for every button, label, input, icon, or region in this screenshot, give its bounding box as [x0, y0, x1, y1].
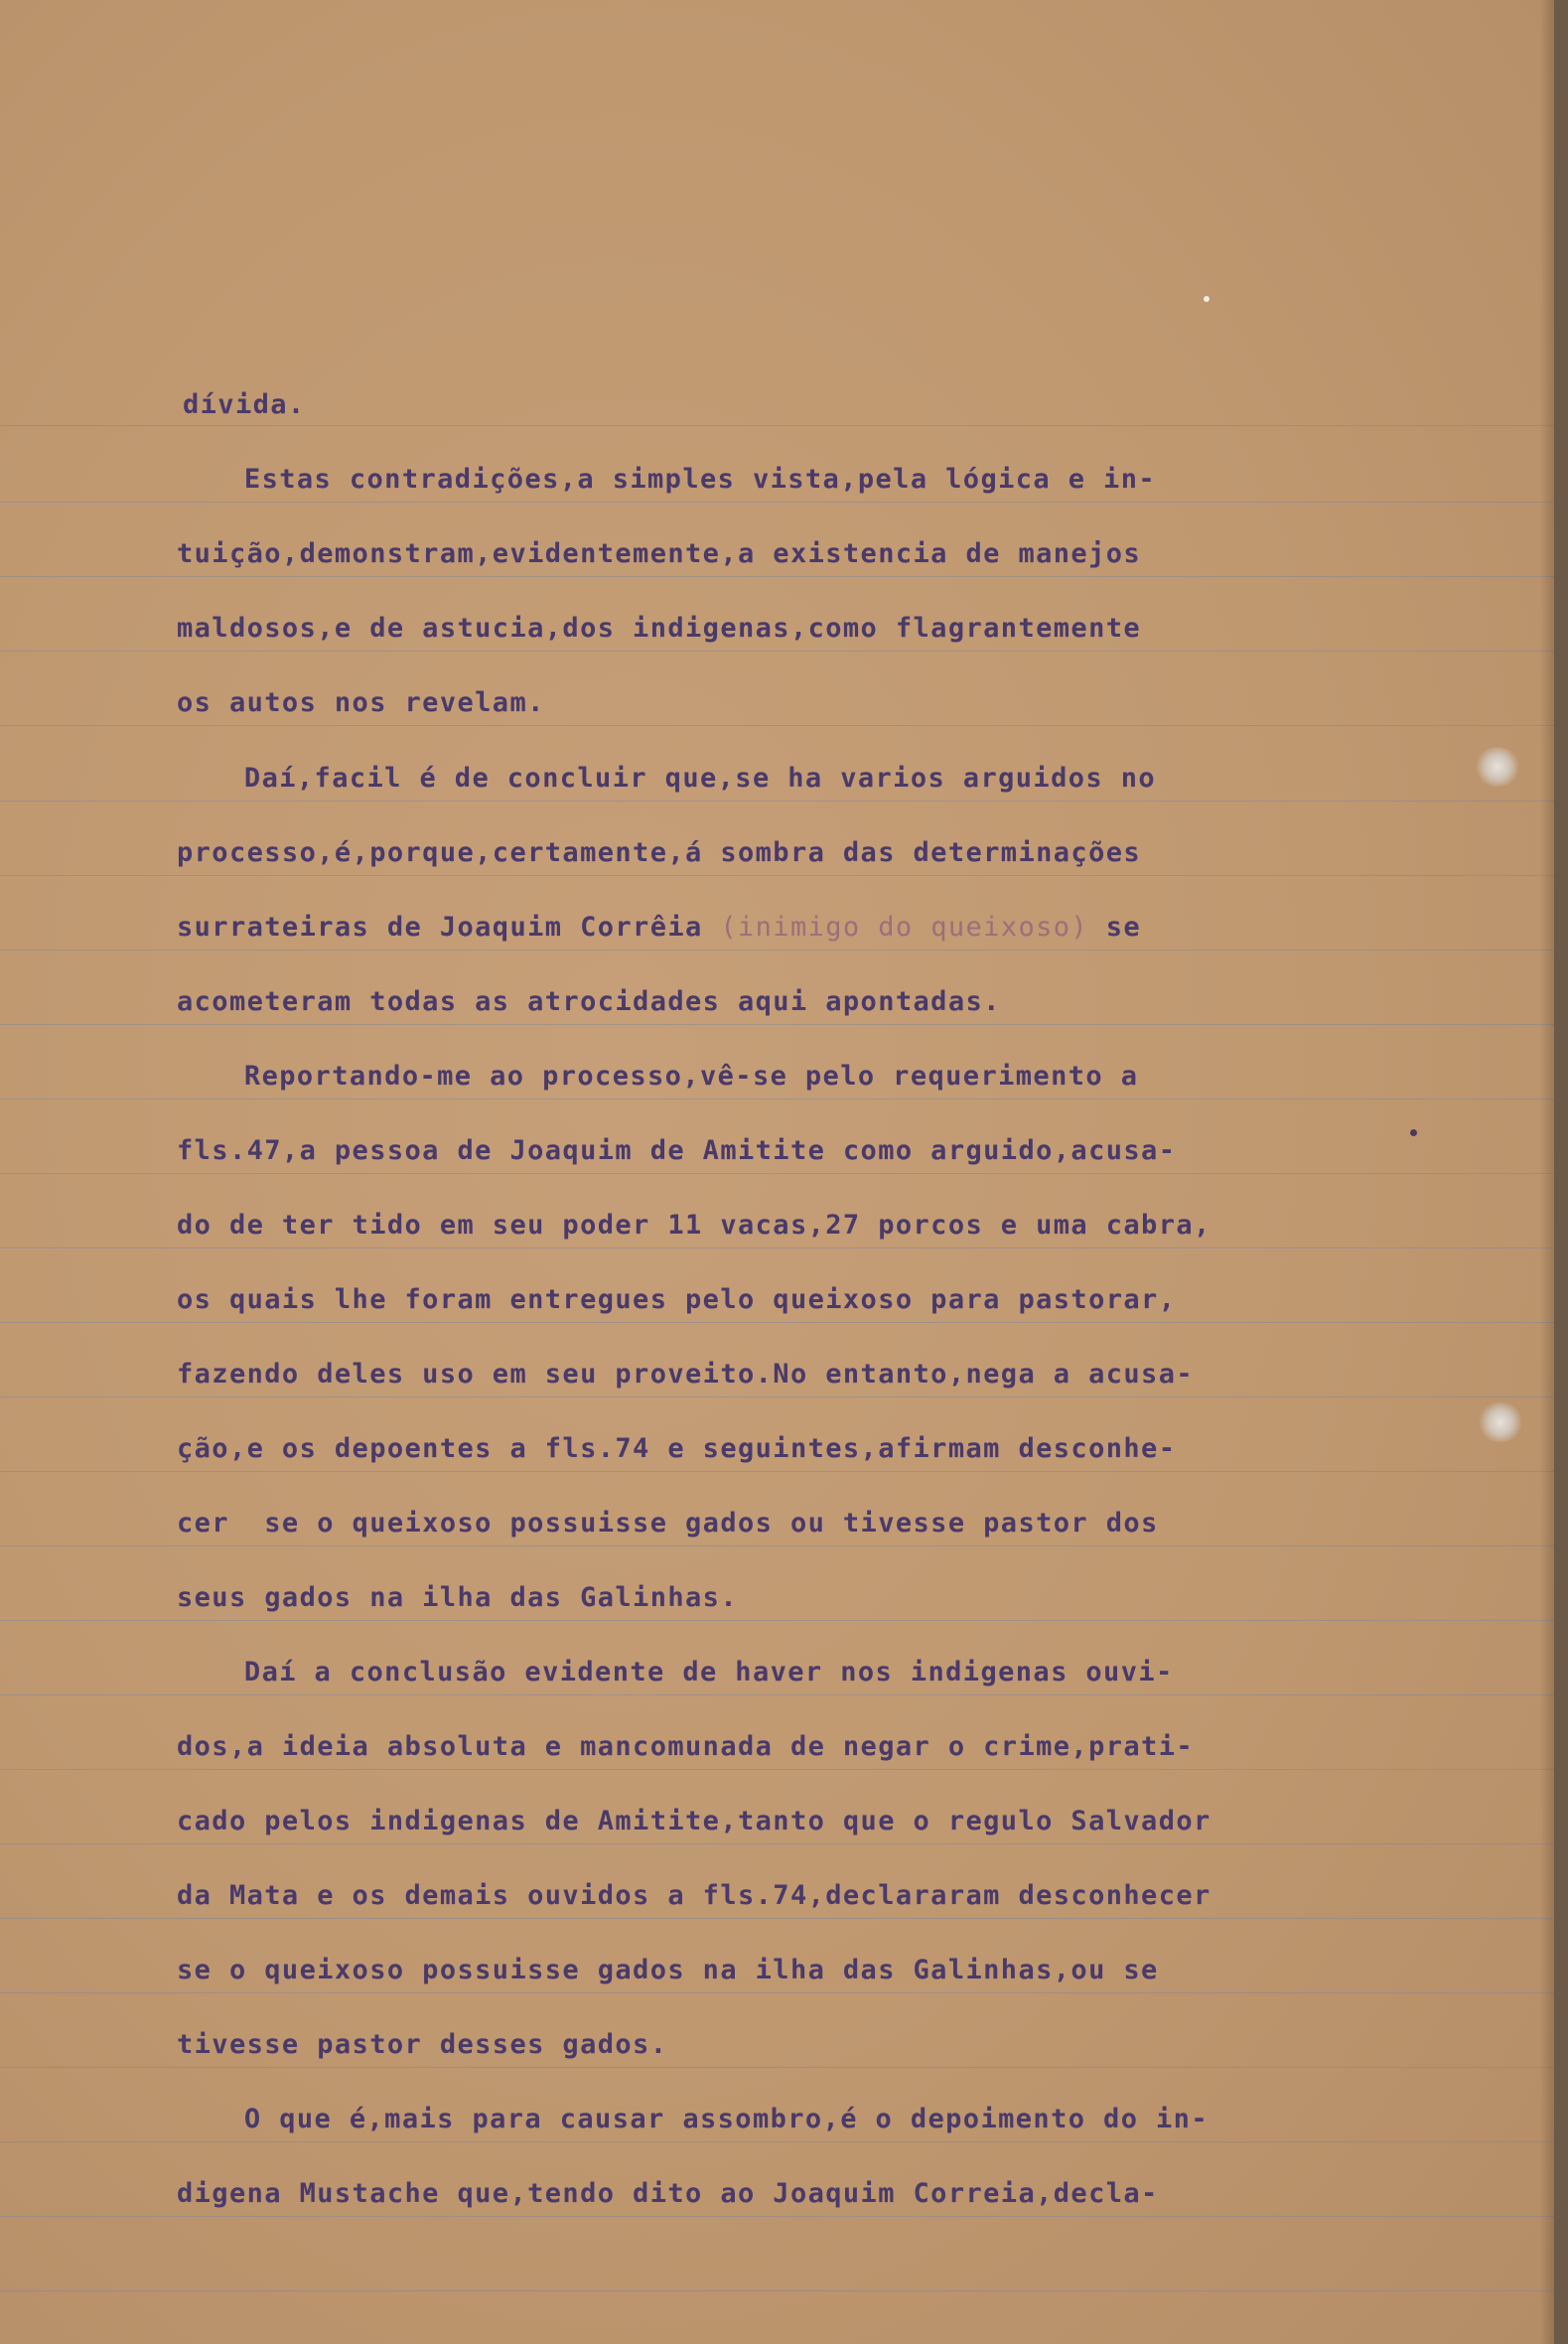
text-line: se o queixoso possuisse gados na ilha das Galinhas,ou se: [177, 1955, 1159, 1985]
paper-speck: [1204, 296, 1210, 302]
ruled-line: [0, 425, 1554, 426]
ruled-line: [0, 1620, 1554, 1621]
text-line: Reportando-me ao processo,vê-se pelo requerimento a: [139, 1061, 1139, 1092]
ruled-line: [0, 1173, 1554, 1174]
ruled-line: [0, 1843, 1554, 1844]
text-line: seus gados na ilha das Galinhas.: [177, 1582, 738, 1613]
text-line: Daí a conclusão evidente de haver nos indigenas ouvi-: [139, 1657, 1174, 1687]
ruled-line: [0, 1918, 1554, 1919]
ruled-line: [0, 1024, 1554, 1025]
ruled-line: [0, 2290, 1554, 2291]
ruled-line: [0, 576, 1554, 577]
text-line: dos,a ideia absoluta e mancomunada de negar o crime,prati-: [177, 1731, 1195, 1762]
punch-hole: [1478, 1402, 1523, 1442]
text-line: tuição,demonstram,evidentemente,a existencia de manejos: [177, 538, 1142, 569]
ruled-line: [0, 651, 1554, 652]
ruled-line: [0, 725, 1554, 726]
text-line: os autos nos revelam.: [177, 687, 545, 718]
text-line-with-faded-note: [177, 911, 1141, 945]
ruled-line: [0, 1471, 1554, 1472]
text-segment: surrateiras de Joaquim Corrêia: [177, 912, 703, 943]
text-line: maldosos,e de astucia,dos indigenas,como flagrantemente: [177, 613, 1142, 644]
ruled-line: [0, 2067, 1554, 2068]
text-line: tivesse pastor desses gados.: [177, 2029, 668, 2060]
text-line: fazendo deles uso em seu proveito.No entanto,nega a acusa-: [177, 1359, 1195, 1390]
ink-dot: [1410, 1129, 1417, 1136]
text-line: os quais lhe foram entregues pelo queixoso para pastorar,: [177, 1284, 1177, 1315]
text-line: Estas contradições,a simples vista,pela lógica e in-: [139, 464, 1157, 495]
text-line: processo,é,porque,certamente,á sombra das determinações: [177, 837, 1142, 868]
ruled-line: [0, 1769, 1554, 1770]
ruled-line: [0, 2216, 1554, 2217]
ruled-line: [0, 1322, 1554, 1323]
text-line: Daí,facil é de concluir que,se ha varios arguidos no: [139, 763, 1157, 794]
ruled-line: [0, 1545, 1554, 1546]
ruled-line: [0, 950, 1554, 951]
faded-parenthetical: (inimigo do queixoso): [702, 912, 1089, 943]
ruled-line: [0, 1694, 1554, 1695]
ruled-line: [0, 1396, 1554, 1397]
text-line: O que é,mais para causar assombro,é o depoimento do in-: [139, 2104, 1209, 2134]
text-line: da Mata e os demais ouvidos a fls.74,declararam desconhecer: [177, 1880, 1212, 1911]
ruled-line: [0, 2141, 1554, 2142]
text-segment: se: [1088, 912, 1142, 943]
page-edge: [1554, 0, 1568, 2344]
text-line: ção,e os depoentes a fls.74 e seguintes,afirmam desconhe-: [177, 1433, 1177, 1464]
text-line: fls.47,a pessoa de Joaquim de Amitite como arguido,acusa-: [177, 1135, 1177, 1166]
ruled-line: [0, 875, 1554, 876]
text-line: dívida.: [183, 389, 306, 420]
ruled-line: [0, 502, 1554, 503]
ruled-line: [0, 1992, 1554, 1993]
ruled-line: [0, 1247, 1554, 1248]
punch-hole: [1475, 747, 1520, 787]
text-line: do de ter tido em seu poder 11 vacas,27 porcos e uma cabra,: [177, 1210, 1212, 1241]
text-line: cado pelos indigenas de Amitite,tanto que o regulo Salvador: [177, 1806, 1212, 1836]
text-line: digena Mustache que,tendo dito ao Joaquim Correia,decla-: [177, 2178, 1159, 2209]
text-line: acometeram todas as atrocidades aqui apontadas.: [177, 986, 1001, 1017]
text-line: cer se o queixoso possuisse gados ou tivesse pastor dos: [177, 1508, 1159, 1538]
ruled-line: [0, 801, 1554, 802]
